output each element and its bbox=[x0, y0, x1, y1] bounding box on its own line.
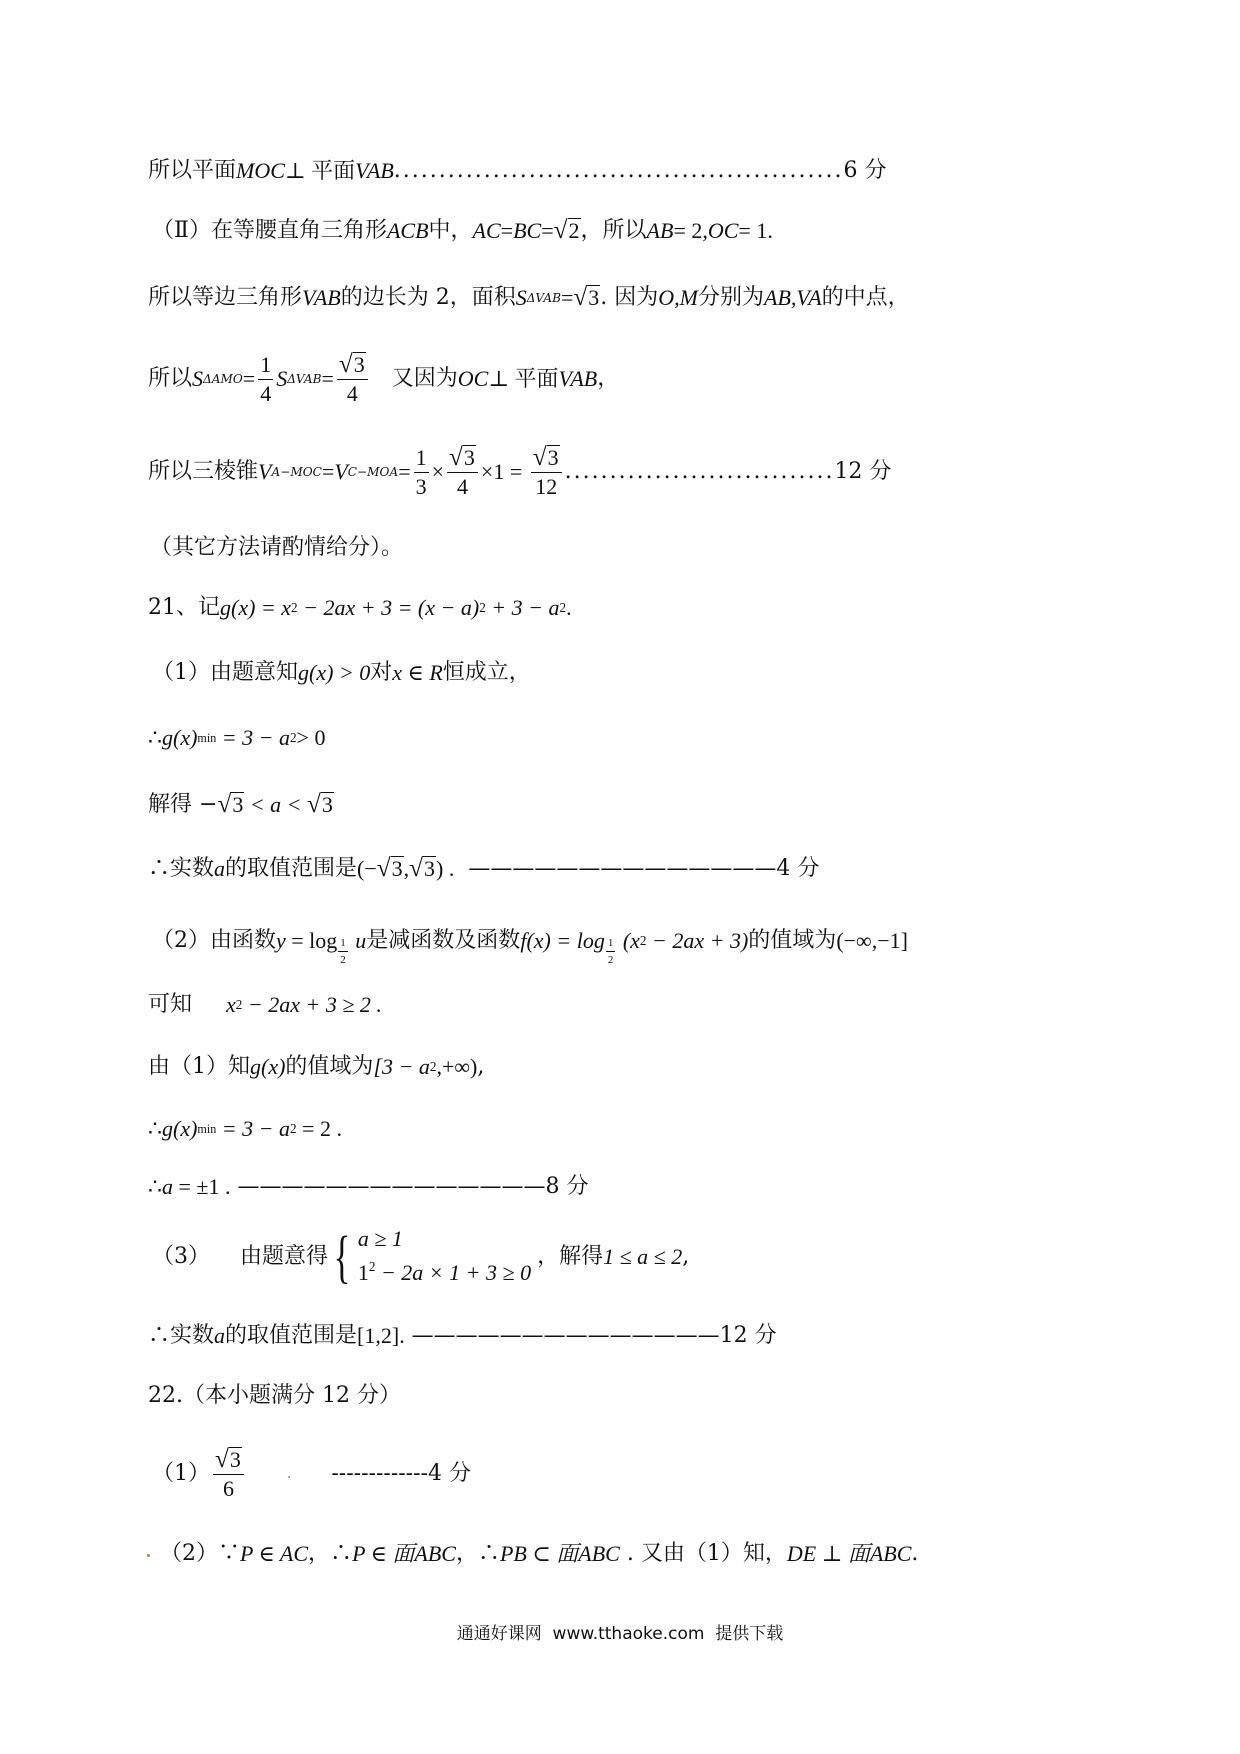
score-label: ——————————————4 分 bbox=[454, 855, 820, 881]
fraction bbox=[531, 445, 562, 499]
line-solve-a-range bbox=[148, 792, 334, 817]
text: ，∴ bbox=[455, 1541, 500, 1566]
text: 所以 bbox=[148, 366, 193, 392]
sqrt bbox=[554, 218, 581, 243]
denominator: 3 bbox=[415, 473, 427, 499]
math-var: S bbox=[515, 284, 527, 310]
math-var: AB,VA bbox=[764, 284, 822, 310]
math-expr: [1,2] bbox=[357, 1323, 400, 1348]
line-q21-definition bbox=[148, 597, 572, 619]
sqrt bbox=[307, 792, 334, 817]
equation-system-body bbox=[358, 1228, 531, 1285]
radicand: 3 bbox=[391, 856, 403, 881]
stray-mark: . bbox=[286, 1466, 292, 1483]
subscript: ΔVAB bbox=[287, 372, 322, 387]
radicand: 3 bbox=[424, 856, 436, 881]
text: 解得 − bbox=[148, 791, 218, 817]
math-op: = bbox=[242, 366, 256, 392]
text: 可知 bbox=[148, 992, 193, 1017]
math-var: ACB bbox=[386, 217, 429, 243]
math-var: OC bbox=[707, 217, 739, 243]
text: , bbox=[477, 1054, 485, 1079]
fraction bbox=[258, 353, 273, 406]
therefore-symbol: ∴ bbox=[148, 1116, 162, 1141]
fraction bbox=[447, 445, 478, 499]
line-part3-system bbox=[152, 1224, 690, 1289]
subscript: min bbox=[197, 1121, 217, 1136]
radical-sign: √ bbox=[573, 283, 588, 311]
math-var: MOC bbox=[236, 158, 285, 183]
math-expr: = 3 − a bbox=[216, 1116, 290, 1141]
numerator bbox=[531, 445, 562, 473]
fraction bbox=[337, 352, 368, 406]
line-q22-part2 bbox=[160, 1543, 918, 1565]
radical-sign: √ bbox=[553, 216, 568, 244]
superscript: 2 bbox=[289, 730, 297, 746]
leader-dots: .................................................. bbox=[393, 158, 844, 183]
math-op: . bbox=[399, 1323, 405, 1348]
math-op: = 2, bbox=[673, 217, 708, 243]
math-var: g bbox=[220, 595, 231, 620]
text: （2）∵ bbox=[160, 1541, 240, 1566]
text: 由（1）知 bbox=[148, 1054, 250, 1079]
subscript: ΔVAB bbox=[526, 290, 561, 305]
math-expr: (x) > 0 bbox=[309, 660, 371, 685]
sqrt bbox=[377, 856, 404, 881]
math-number: 1 bbox=[357, 1260, 369, 1286]
text: （1） bbox=[152, 1461, 210, 1487]
math-expr: PB ⊂ 面ABC bbox=[499, 1541, 620, 1566]
math-expr: [3 − a bbox=[373, 1054, 430, 1079]
sqrt bbox=[449, 445, 476, 470]
text: 所以等边三角形 bbox=[148, 284, 303, 310]
left-brace-icon: { bbox=[333, 1224, 351, 1289]
line-other-methods-note bbox=[150, 537, 403, 559]
line-q21-part1-condition bbox=[152, 662, 531, 684]
radicand: 3 bbox=[321, 792, 333, 817]
math-op: × bbox=[431, 459, 445, 485]
subscript: C−MOA bbox=[347, 465, 399, 480]
math-op: = 1. bbox=[738, 217, 773, 243]
line-q22-heading bbox=[148, 1385, 401, 1407]
numerator bbox=[447, 445, 478, 473]
math-op: (− bbox=[357, 855, 377, 881]
math-var: g bbox=[298, 660, 309, 685]
math-expr: = 3 − a bbox=[216, 725, 290, 750]
math-op: ) . bbox=[436, 855, 455, 881]
radical-sign: √ bbox=[215, 1445, 229, 1473]
sqrt bbox=[573, 285, 600, 310]
text: 22.（本小题满分 12 分） bbox=[148, 1383, 401, 1408]
radicand: 3 bbox=[232, 792, 244, 817]
log-base-fraction bbox=[338, 937, 348, 966]
sqrt bbox=[217, 792, 244, 817]
line-plane-perpendicular bbox=[148, 160, 886, 182]
math-var: S bbox=[192, 366, 204, 392]
line-gmin-equals-2 bbox=[148, 1118, 342, 1140]
numerator bbox=[337, 352, 368, 380]
superscript: 2 bbox=[235, 997, 243, 1013]
leader-dots: .............................. bbox=[564, 459, 835, 485]
text: （2）由函数 bbox=[152, 927, 276, 953]
log-base-fraction bbox=[606, 937, 616, 966]
text: . 因为 bbox=[600, 284, 659, 310]
text: （1）由题意知 bbox=[152, 660, 298, 685]
numerator: 1 bbox=[338, 937, 348, 952]
superscript: 2 bbox=[368, 1259, 376, 1275]
text: ， bbox=[597, 366, 620, 392]
text: ，∴ bbox=[308, 1541, 353, 1566]
superscript: 2 bbox=[559, 600, 567, 616]
line-equilateral-area bbox=[148, 285, 910, 310]
radicand: 3 bbox=[353, 352, 365, 377]
radicand: 3 bbox=[463, 445, 475, 470]
inequality: a ≥ 1 bbox=[357, 1226, 403, 1252]
math-var: g bbox=[162, 1116, 173, 1141]
math-var: a bbox=[162, 1174, 173, 1199]
therefore-symbol: ∴ bbox=[148, 1174, 162, 1199]
radicand: 3 bbox=[547, 445, 559, 470]
superscript: 2 bbox=[291, 600, 298, 616]
math-op: = bbox=[560, 284, 574, 310]
math-var: AB bbox=[646, 217, 674, 243]
math-var: VAB bbox=[302, 284, 341, 310]
inequality bbox=[358, 1260, 531, 1285]
score-label: ——————————————8 分 bbox=[230, 1174, 589, 1199]
superscript: 2 bbox=[289, 1121, 297, 1137]
math-expr: = log bbox=[285, 927, 338, 953]
subscript: ΔAMO bbox=[203, 372, 243, 387]
text: 的取值范围是 bbox=[225, 1323, 358, 1348]
text: （其它方法请酌情给分）。 bbox=[150, 535, 404, 560]
math-var: u bbox=[349, 927, 367, 953]
sqrt bbox=[215, 1447, 242, 1472]
math-expr: < a < bbox=[244, 791, 308, 817]
subscript: A−MOC bbox=[271, 465, 322, 480]
denominator: 2 bbox=[340, 954, 346, 967]
text: 恒成立， bbox=[442, 660, 531, 685]
math-expr: x ∈ R bbox=[392, 660, 443, 685]
numerator bbox=[213, 1447, 244, 1475]
math-var: VAB bbox=[355, 158, 394, 183]
math-var: V bbox=[334, 459, 348, 485]
subscript: min bbox=[197, 730, 217, 745]
numerator: 1 bbox=[414, 446, 429, 473]
math-var: S bbox=[276, 366, 288, 392]
math-var: a bbox=[214, 1323, 226, 1348]
denominator: 4 bbox=[346, 381, 358, 407]
text: 的中点， bbox=[821, 284, 910, 310]
math-expr: DE ⊥ 面ABC bbox=[786, 1541, 912, 1566]
sqrt bbox=[409, 856, 436, 881]
radical-sign: √ bbox=[532, 443, 547, 471]
math-op: = bbox=[398, 459, 411, 485]
text: ⊥ 平面 bbox=[488, 366, 559, 392]
math-var: g bbox=[162, 725, 173, 750]
math-op: = bbox=[321, 459, 335, 485]
sqrt bbox=[533, 445, 560, 470]
line-part1-answer bbox=[148, 856, 819, 881]
text: . 又由（1）知， bbox=[619, 1541, 787, 1566]
radicand: 2 bbox=[568, 218, 580, 243]
math-expr: − 2ax + 3) bbox=[646, 927, 749, 953]
line-area-amo bbox=[148, 352, 619, 406]
footer-text: 通通好课网 www.tthaoke.com 提供下载 bbox=[456, 1624, 784, 1644]
page-footer bbox=[0, 1619, 1240, 1644]
fraction bbox=[414, 446, 429, 499]
radicand: 3 bbox=[229, 1447, 241, 1472]
therefore-symbol: ∴ bbox=[148, 725, 162, 750]
text: 所以平面 bbox=[148, 158, 237, 183]
radical-sign: √ bbox=[449, 443, 463, 471]
line-range-of-g bbox=[148, 1056, 484, 1078]
radical-sign: √ bbox=[338, 350, 353, 378]
text: 的值域为 bbox=[285, 1054, 374, 1079]
math-var: V bbox=[258, 459, 272, 485]
stray-dot bbox=[147, 1554, 150, 1557]
line-pyramid-volume bbox=[148, 445, 891, 499]
superscript: 2 bbox=[479, 600, 486, 616]
denominator: 12 bbox=[535, 474, 558, 500]
math-expr: − 2ax + 3 ≥ 2 . bbox=[242, 992, 382, 1017]
superscript: 2 bbox=[429, 1059, 437, 1075]
math-expr: (x bbox=[617, 927, 640, 953]
text: , bbox=[682, 1244, 690, 1269]
denominator: 2 bbox=[607, 954, 614, 967]
text: （3） bbox=[152, 1244, 210, 1269]
math-expr: ,+∞) bbox=[436, 1054, 478, 1079]
radicand: 3 bbox=[588, 285, 600, 310]
sqrt bbox=[339, 352, 366, 377]
math-expr: = 2 . bbox=[296, 1116, 342, 1141]
line-part3-answer bbox=[148, 1325, 777, 1347]
numerator: 1 bbox=[258, 353, 273, 380]
math-expr: (x) = log bbox=[526, 927, 605, 953]
text: 又因为 bbox=[370, 366, 458, 392]
math-expr: − 2ax + 3 = (x − a) bbox=[297, 595, 480, 620]
text: 分别为 bbox=[698, 284, 765, 310]
math-expr: − 2a × 1 + 3 ≥ 0 bbox=[375, 1260, 532, 1286]
text: 对 bbox=[370, 660, 393, 685]
math-expr: (x) bbox=[261, 1054, 286, 1079]
text: . bbox=[911, 1541, 919, 1566]
equation-system bbox=[328, 1224, 532, 1289]
fraction bbox=[213, 1447, 244, 1501]
line-isosceles-triangle bbox=[152, 218, 773, 243]
math-expr: P ∈ AC bbox=[240, 1541, 309, 1566]
math-expr: P ∈ 面ABC bbox=[352, 1541, 456, 1566]
math-expr: (x) bbox=[173, 725, 198, 750]
line-known-inequality bbox=[148, 994, 382, 1016]
score-label: 6 分 bbox=[843, 158, 887, 183]
text: （Ⅱ）在等腰直角三角形 bbox=[152, 217, 387, 243]
math-expr: (−∞,−1] bbox=[836, 927, 908, 953]
math-expr: = ±1 . bbox=[173, 1174, 231, 1199]
math-var: O,M bbox=[658, 284, 699, 310]
math-var: BC bbox=[513, 217, 542, 243]
math-var: f bbox=[520, 927, 527, 953]
score-label: ——————————————12 分 bbox=[404, 1323, 777, 1348]
text: 是减函数及函数 bbox=[366, 927, 521, 953]
text: ，所以 bbox=[580, 217, 647, 243]
math-op: = bbox=[541, 217, 554, 243]
line-q22-part1 bbox=[152, 1447, 471, 1501]
math-expr: > 0 bbox=[296, 725, 326, 750]
math-var: x bbox=[226, 992, 236, 1017]
line-part2-answer bbox=[148, 1176, 588, 1198]
math-expr: (x) = x bbox=[231, 595, 292, 620]
math-var: AC bbox=[472, 217, 501, 243]
radical-sign: √ bbox=[307, 790, 321, 818]
denominator: 6 bbox=[222, 1476, 234, 1502]
score-label: -------------4 分 bbox=[331, 1461, 471, 1487]
superscript: 2 bbox=[639, 932, 647, 948]
math-op: . bbox=[566, 595, 572, 620]
text: ⊥ 平面 bbox=[284, 158, 356, 183]
text: 由题意得 bbox=[240, 1244, 329, 1269]
text: ，解得 bbox=[537, 1244, 604, 1269]
radical-sign: √ bbox=[376, 854, 391, 882]
math-op: = bbox=[500, 217, 514, 243]
text: ∴实数 bbox=[148, 1323, 215, 1348]
math-expr: + 3 − a bbox=[485, 595, 560, 620]
text: 21、记 bbox=[148, 595, 220, 620]
denominator: 4 bbox=[456, 474, 468, 500]
numerator: 1 bbox=[606, 937, 616, 952]
text: ∴实数 bbox=[148, 855, 215, 881]
line-part2-log bbox=[152, 915, 908, 966]
math-expr: 1 ≤ a ≤ 2 bbox=[603, 1244, 683, 1269]
text: 的取值范围是 bbox=[225, 855, 358, 881]
math-op: = bbox=[321, 366, 334, 392]
math-op: , bbox=[403, 855, 410, 881]
math-var: VAB bbox=[558, 366, 598, 392]
text: 所以三棱锥 bbox=[148, 459, 259, 485]
radical-sign: √ bbox=[409, 854, 424, 882]
denominator: 4 bbox=[260, 380, 272, 406]
math-var: OC bbox=[457, 366, 489, 392]
score-label: 12 分 bbox=[834, 459, 892, 485]
math-expr: (x) bbox=[173, 1116, 198, 1141]
math-op: ×1 = bbox=[480, 459, 528, 485]
math-var: g bbox=[250, 1054, 261, 1079]
text: 的边长为 2，面积 bbox=[340, 284, 516, 310]
radical-sign: √ bbox=[217, 790, 232, 818]
text: 的值域为 bbox=[748, 927, 837, 953]
text: 中， bbox=[428, 217, 473, 243]
math-var: y bbox=[276, 927, 286, 953]
line-gmin-positive bbox=[148, 727, 325, 749]
math-var: a bbox=[214, 855, 226, 881]
